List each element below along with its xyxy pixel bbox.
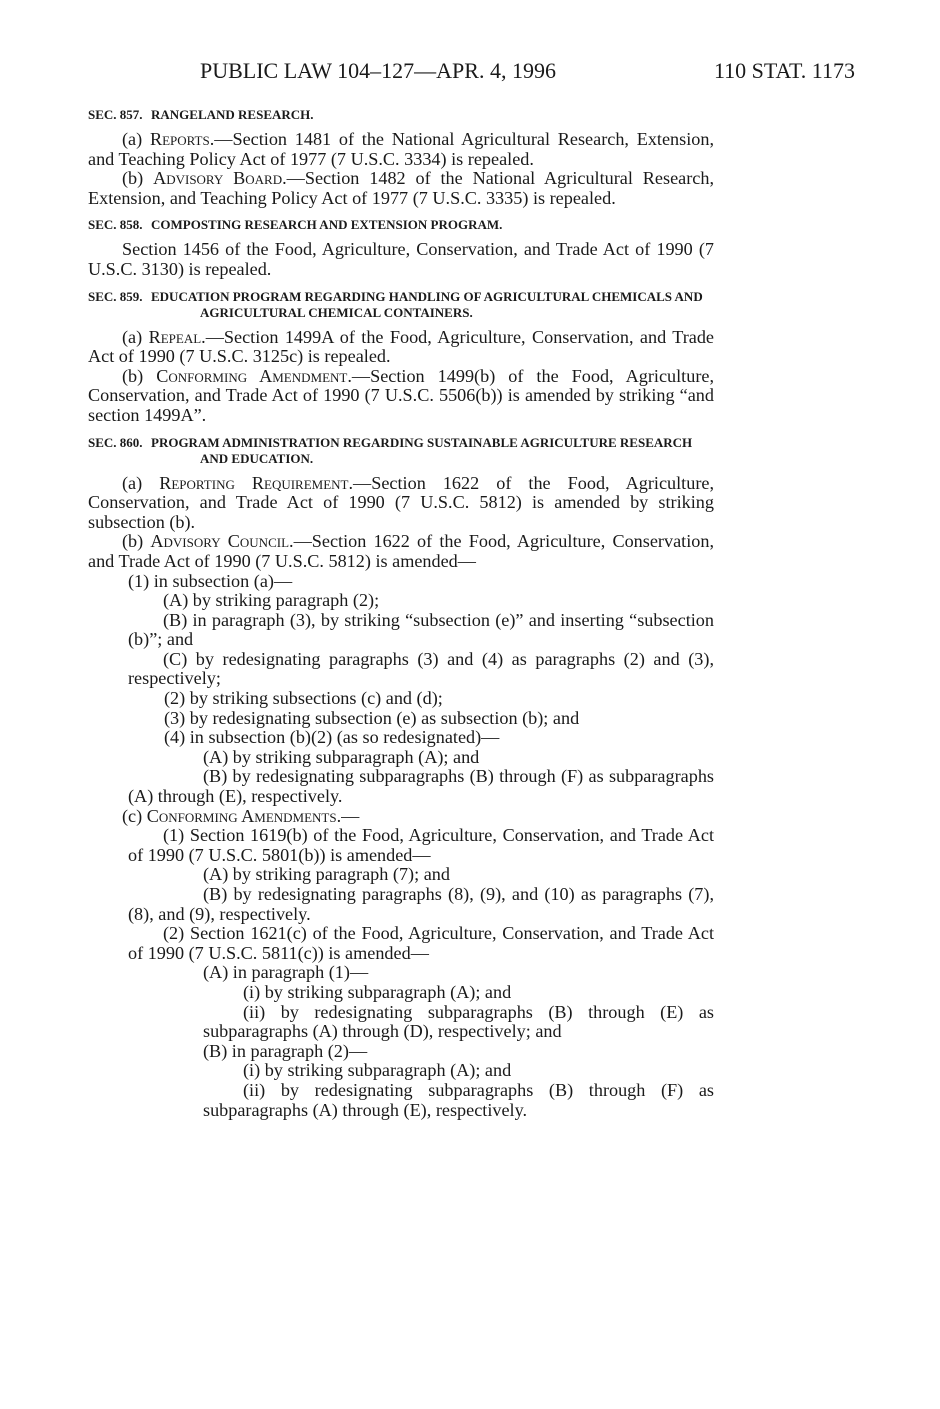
statute-page-number: 110 STAT. 1173 (713, 58, 855, 83)
section-heading-860 (88, 435, 714, 467)
paragraph-858: Section 1456 of the Food, Agriculture, Conservation, and Trade Act of 1990 (7 U.S.C. 3130) is repealed. (88, 239, 714, 279)
subsection-heading: Reports (149, 129, 210, 149)
clause-860-c-1: (1) Section 1619(b) of the Food, Agriculture, Conservation, and Trade Act of 1990 (7 U.S.C. 5801(b)) is amended— (128, 825, 714, 865)
clause-860-b-1-C: (C) by redesignating paragraphs (3) and (4) as paragraphs (2) and (3), respectively; (128, 648, 714, 689)
section-number: SEC. 857. (88, 107, 143, 122)
clause-860-b-4-A: (A) by striking subparagraph (A); and (203, 746, 480, 767)
subsection-heading: Repeal (148, 326, 202, 347)
header-title: PUBLIC LAW 104–127—APR. 4, 1996 (200, 58, 556, 83)
section-heading-859 (88, 289, 714, 321)
section-title: EDUCATION PROGRAM REGARDING HANDLING OF AGRICULTURAL CHEMICALS AND AGRICULTURAL CHEMICAL CONTAINERS. (151, 288, 703, 320)
clause-860-c-2-A-i: (i) by striking subparagraph (A); and (243, 981, 512, 1002)
clause-860-b-2: (2) by striking subsections (c) and (d); (164, 688, 443, 709)
clause-860-c-2-B-ii: (ii) by redesignating subparagraphs (B) through (F) as subparagraphs (A) through (E), respectively. (203, 1079, 714, 1120)
section-title: COMPOSTING RESEARCH AND EXTENSION PROGRAM. (151, 217, 503, 233)
paragraph-860-b: (b) Advisory Council.—Section 1622 of the Food, Agriculture, Conservation, and Trade Act of 1990 (7 U.S.C. 5812) is amended— (88, 531, 714, 571)
document-body (88, 107, 714, 1120)
section-heading-858 (88, 217, 714, 233)
paragraph-857-b: (b) Advisory Board.—Section 1482 of the National Agricultural Research, Extension, and Teaching Policy Act of 1977 (7 U.S.C. 3335) is repealed. (88, 168, 714, 208)
paragraph-857-a: (a) Reports.—Section 1481 of the National Agricultural Research, Extension, and Teaching Policy Act of 1977 (7 U.S.C. 3334) is repealed. (88, 129, 715, 169)
clause-860-c-2: (2) Section 1621(c) of the Food, Agriculture, Conservation, and Trade Act of 1990 (7 U.S.C. 5811(c)) is amended— (128, 923, 714, 963)
paragraph-859-b: (b) Conforming Amendment.—Section 1499(b) of the Food, Agriculture, Conservation, and Trade Act of 1990 (7 U.S.C. 5506(b)) is amended by striking “and section 1499A”. (88, 365, 714, 425)
clause-860-c-1-A: (A) by striking paragraph (7); and (203, 864, 450, 885)
clause-860-c-2-B: (B) in paragraph (2)— (203, 1040, 368, 1061)
subsection-heading: Conforming Amendment (156, 365, 348, 386)
section-heading-857 (88, 107, 714, 123)
section-number: SEC. 860. (88, 434, 143, 450)
subsection-heading: Reporting Requirement (159, 472, 349, 493)
clause-860-b-3: (3) by redesignating subsection (e) as subsection (b); and (164, 707, 580, 728)
section-number: SEC. 859. (88, 288, 143, 304)
section-number: SEC. 858. (88, 217, 143, 233)
clause-860-b-1-A: (A) by striking paragraph (2); (163, 590, 380, 611)
subsection-heading: Advisory Council (150, 531, 290, 552)
clause-860-b-4: (4) in subsection (b)(2) (as so redesignated)— (164, 727, 500, 748)
paragraph-860-a: (a) Reporting Requirement.—Section 1622 of the Food, Agriculture, Conservation, and Trade Act of 1990 (7 U.S.C. 5812) is amended by striking subsection (b). (88, 472, 714, 532)
paragraph-860-c: (c) Conforming Amendments.— (122, 805, 360, 826)
section-title: PROGRAM ADMINISTRATION REGARDING SUSTAINABLE AGRICULTURE RESEARCH AND EDUCATION. (151, 434, 693, 466)
subsection-heading: Advisory Board (153, 168, 283, 189)
clause-860-c-2-B-i: (i) by striking subparagraph (A); and (243, 1060, 512, 1081)
clause-860-b-1-B: (B) in paragraph (3), by striking “subsection (e)” and inserting “subsection (b)”; and (128, 609, 714, 650)
clause-860-c-2-A-ii: (ii) by redesignating subparagraphs (B) through (E) as subparagraphs (A) through (D), respectively; and (203, 1001, 714, 1042)
clause-860-b-1: (1) in subsection (a)— (128, 570, 293, 591)
clause-860-b-4-B: (B) by redesignating subparagraphs (B) through (F) as subparagraphs (A) through (E), respectively. (128, 766, 714, 807)
paragraph-859-a: (a) Repeal.—Section 1499A of the Food, Agriculture, Conservation, and Trade Act of 1990 (7 U.S.C. 3125c) is repealed. (88, 326, 714, 367)
running-header (200, 58, 855, 88)
clause-860-c-1-B: (B) by redesignating paragraphs (8), (9), and (10) as paragraphs (7), (8), and (9), respectively. (128, 884, 714, 924)
subsection-heading: Conforming Amendments (146, 805, 337, 826)
section-title: RANGELAND RESEARCH. (151, 107, 314, 122)
clause-860-c-2-A: (A) in paragraph (1)— (203, 962, 369, 983)
